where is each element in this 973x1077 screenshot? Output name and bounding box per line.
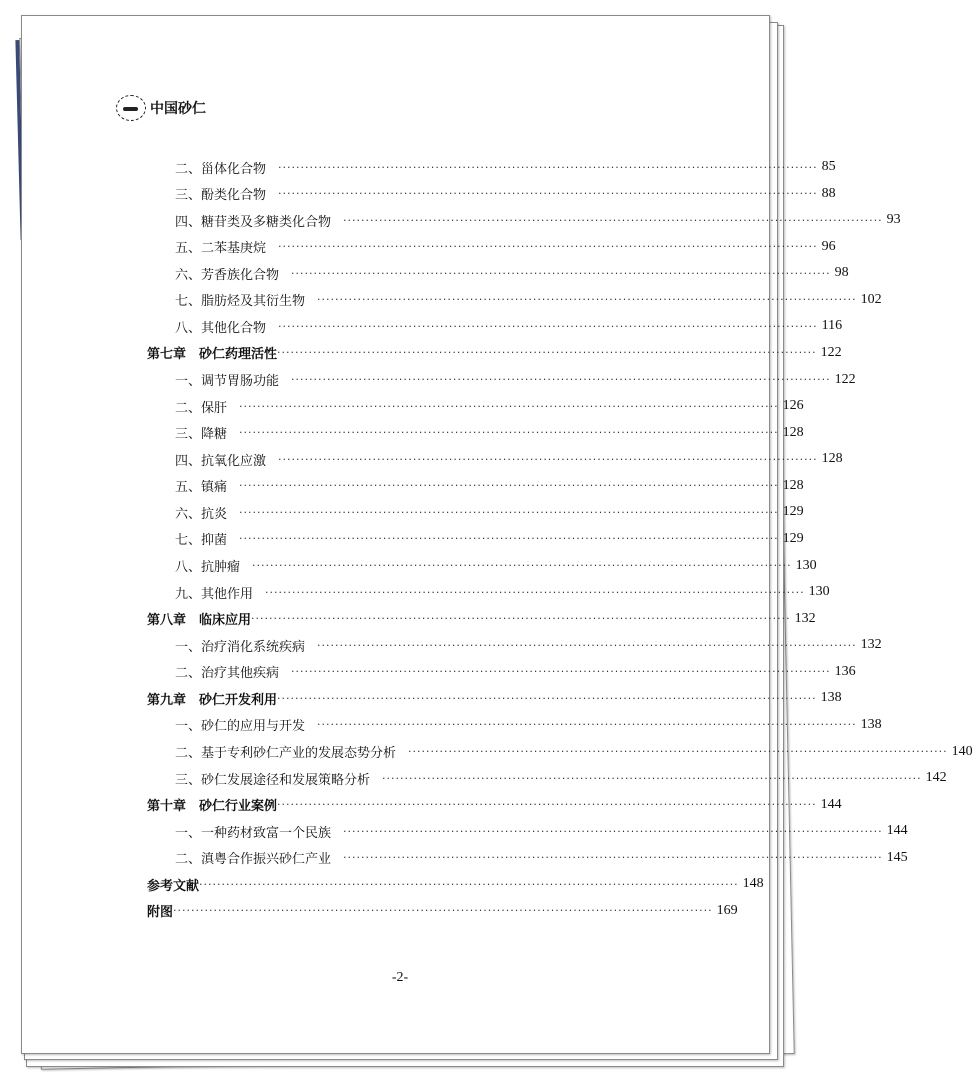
toc-entry-title: 二、基于专利砂仁产业的发展态势分析 (175, 746, 397, 762)
toc-section-entry[interactable] (175, 367, 856, 393)
toc-entry-page: 144 (886, 823, 908, 839)
leader-dots: ························································································································ (277, 798, 817, 812)
toc-chapter-entry[interactable] (147, 340, 842, 366)
toc-entry-page: 136 (834, 663, 856, 679)
toc-section-entry[interactable] (175, 154, 836, 180)
toc-entry-page: 132 (860, 637, 882, 653)
toc-entry-page: 140 (951, 743, 973, 759)
toc-entry-page: 138 (820, 690, 842, 706)
toc-section-entry[interactable] (175, 420, 804, 446)
toc-entry-title: 八、其他化合物 (175, 320, 267, 336)
toc-section-entry[interactable] (175, 632, 882, 658)
toc-section-entry[interactable] (175, 765, 947, 791)
leader-dots: ························································································································ (239, 532, 779, 546)
leader-dots: ························································································································ (408, 745, 948, 759)
toc-entry-title: 五、二苯基庚烷 (175, 241, 267, 257)
toc-entry-page: 102 (860, 291, 882, 307)
toc-section-entry[interactable] (175, 181, 836, 207)
toc-entry-page: 98 (834, 265, 849, 281)
toc-entry-title: 九、其他作用 (175, 586, 254, 602)
toc-entry-page: 88 (821, 185, 836, 201)
toc-entry-title: 四、糖苷类及多糖类化合物 (175, 214, 332, 230)
leader-dots: ························································································································ (239, 399, 779, 413)
toc-entry-title: 六、芳香族化合物 (175, 267, 280, 283)
toc-entry-title: 附图 (147, 905, 174, 921)
toc-entry-page: 129 (782, 530, 804, 546)
toc-chapter-entry[interactable] (147, 792, 842, 818)
leader-dots: ························································································································ (277, 346, 817, 360)
leader-dots: ························································································································ (291, 266, 831, 280)
leader-dots: ························································································································ (317, 293, 857, 307)
leader-dots: ························································································································ (277, 691, 817, 705)
toc-entry-page: 122 (834, 371, 856, 387)
toc-entry-page: 128 (782, 424, 804, 440)
leader-dots: ························································································································ (265, 585, 805, 599)
toc-section-entry[interactable] (175, 499, 804, 525)
leader-dots: ························································································································ (278, 240, 818, 254)
leader-dots: ························································································································ (343, 213, 883, 227)
toc-entry-title: 三、砂仁发展途径和发展策略分析 (175, 772, 371, 788)
toc-section-entry[interactable] (175, 446, 843, 472)
leader-dots: ························································································································ (173, 904, 713, 918)
leader-dots: ························································································································ (343, 851, 883, 865)
leader-dots: ························································································································ (199, 877, 739, 891)
leader-dots: ························································································································ (291, 665, 831, 679)
toc-section-entry[interactable] (175, 818, 908, 844)
toc-section-entry[interactable] (175, 260, 849, 286)
toc-entry-title: 三、酚类化合物 (175, 188, 267, 204)
toc-entry-title: 一、治疗消化系统疾病 (175, 639, 306, 655)
toc-entry-title: 八、抗肿瘤 (175, 560, 241, 576)
toc-chapter-entry[interactable] (147, 898, 738, 924)
toc-entry-page: 96 (821, 238, 836, 254)
toc-entry-page: 145 (886, 849, 908, 865)
toc-section-entry[interactable] (175, 313, 843, 339)
leader-dots: ························································································································ (278, 319, 818, 333)
toc-entry-page: 126 (782, 398, 804, 414)
logo-text: 中国砂仁 (150, 101, 206, 117)
leader-dots: ························································································································ (239, 479, 779, 493)
leader-dots: ························································································································ (291, 373, 831, 387)
toc-entry-title: 三、降糖 (175, 427, 228, 443)
toc-entry-title: 一、砂仁的应用与开发 (175, 719, 306, 735)
leader-dots: ························································································································ (251, 612, 791, 626)
toc-entry-page: 116 (821, 318, 843, 334)
toc-entry-title: 七、脂肪烃及其衍生物 (175, 294, 306, 310)
leader-dots: ························································································································ (317, 718, 857, 732)
toc-section-entry[interactable] (175, 712, 882, 738)
logo-emblem-icon (116, 95, 146, 121)
leader-dots: ························································································································ (239, 426, 779, 440)
toc-section-entry[interactable] (175, 845, 908, 871)
toc-entry-title: 五、镇痛 (175, 480, 228, 496)
toc-entry-title: 一、一种药材致富一个民族 (175, 825, 332, 841)
toc-section-entry[interactable] (175, 287, 882, 313)
toc-entry-title: 六、抗炎 (175, 506, 228, 522)
toc-section-entry[interactable] (175, 659, 856, 685)
leader-dots: ························································································································ (278, 452, 818, 466)
toc-section-entry[interactable] (175, 207, 901, 233)
toc-chapter-entry[interactable] (147, 871, 764, 897)
toc-entry-page: 85 (821, 159, 836, 174)
toc-entry-page: 132 (794, 610, 816, 626)
toc-entry-page: 93 (886, 212, 901, 228)
toc-entry-title: 二、治疗其他疾病 (175, 666, 280, 682)
toc-chapter-entry[interactable] (147, 606, 816, 632)
toc-entry-page: 122 (820, 344, 842, 360)
toc-entry-page: 130 (795, 557, 817, 573)
toc-entry-page: 148 (742, 876, 764, 892)
toc-section-entry[interactable] (175, 553, 817, 579)
toc-entry-title: 二、甾体化合物 (175, 161, 267, 177)
toc-entry-title: 第七章 砂仁药理活性 (147, 347, 278, 363)
leader-dots: ························································································································ (382, 771, 922, 785)
toc-entry-page: 129 (782, 504, 804, 520)
toc-entry-title: 一、调节胃肠功能 (175, 374, 280, 390)
toc-section-entry[interactable] (175, 739, 973, 765)
book-logo (116, 95, 206, 121)
toc-entry-page: 138 (860, 716, 882, 732)
toc-entry-title: 第八章 临床应用 (147, 613, 252, 629)
leader-dots: ························································································································ (252, 559, 792, 573)
leader-dots: ························································································································ (317, 638, 857, 652)
toc-entry-title: 二、滇粤合作振兴砂仁产业 (175, 852, 332, 868)
toc-entry-title: 七、抑菌 (175, 533, 228, 549)
toc-entry-title: 第九章 砂仁开发利用 (147, 692, 278, 708)
toc-section-entry[interactable] (175, 234, 836, 260)
leader-dots: ························································································································ (278, 187, 818, 201)
toc-section-entry[interactable] (175, 579, 830, 605)
toc-entry-page: 128 (821, 451, 843, 467)
toc-entry-title: 第十章 砂仁行业案例 (147, 799, 278, 815)
leader-dots: ························································································································ (278, 160, 818, 174)
toc-entry-page: 142 (925, 770, 947, 786)
toc-entry-title: 二、保肝 (175, 400, 228, 416)
toc-section-entry[interactable] (175, 393, 804, 419)
toc-entry-page: 144 (820, 796, 842, 812)
toc-entry-title: 四、抗氧化应激 (175, 453, 267, 469)
toc-entry-page: 130 (808, 584, 830, 600)
toc-entry-page: 128 (782, 477, 804, 493)
toc-chapter-entry[interactable] (147, 685, 842, 711)
leader-dots: ························································································································ (239, 505, 779, 519)
leader-dots: ························································································································ (343, 824, 883, 838)
toc-entry-title: 参考文献 (147, 878, 200, 894)
toc-entry-page: 169 (716, 902, 738, 918)
page-number: -2- (391, 970, 409, 985)
toc-section-entry[interactable] (175, 473, 804, 499)
toc-section-entry[interactable] (175, 526, 804, 552)
